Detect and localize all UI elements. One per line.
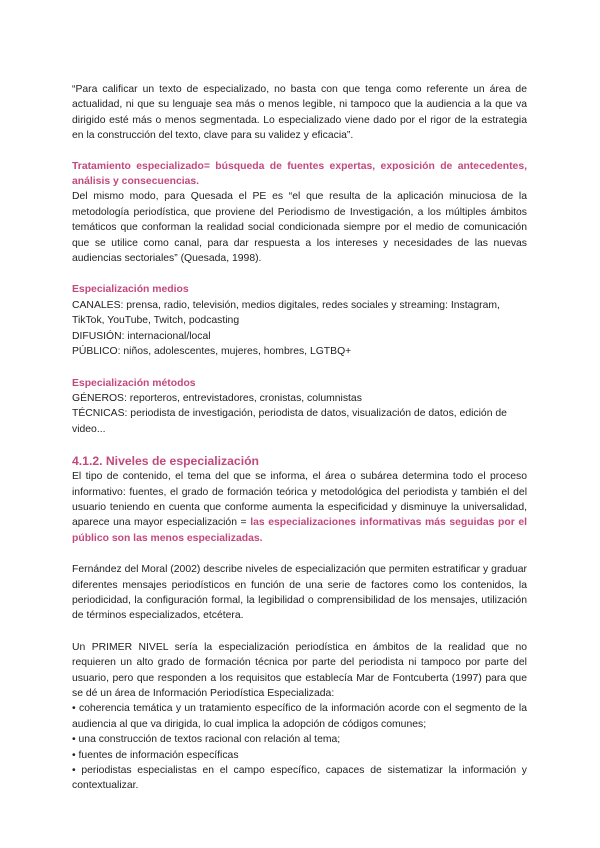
medios-canales: CANALES: prensa, radio, televisión, medios digitales, redes sociales y streaming: Instagram, TikTok, YouTube, Twitch, podcasting [72, 299, 500, 327]
primer-nivel-list [72, 701, 527, 793]
list-item: • una construcción de textos racional con relación al tema; [72, 734, 341, 746]
primer-nivel-intro: Un PRIMER NIVEL sería la especialización periodística en ámbitos de la realidad que no requieren un alto grado de formación técnica por parte del periodista ni tampoco por parte del usuario, pero que responden a los requisitos que establecía Mar de Fontcuberta (1997) para que se dé un área de Información Periodística Especializada: [72, 641, 527, 699]
metodos-generos: GÉNEROS: reporteros, entrevistadores, cronistas, columnistas [72, 392, 362, 404]
metodos-tecnicas: TÉCNICAS: periodista de investigación, periodista de datos, visualización de datos, edición de video... [72, 408, 507, 435]
quote-paragraph: “Para calificar un texto de especializado, no basta con que tenga como referente un área de actualidad, ni que su lenguaje sea más o menos legible, ni tampoco que la audiencia a la que va dirigido esté más o menos segmentada. Lo especializado viene dado por el rigor de la estrategia en la construcción del texto, clave para su validez y eficacia”. [72, 84, 527, 142]
niveles-intro [72, 469, 527, 546]
section-heading-niveles: 4.1.2. Niveles de especialización [72, 454, 259, 469]
tratamiento-body: Del mismo modo, para Quesada el PE es “el que resulta de la aplicación minuciosa de la metodología periodística, que proviene del Periodismo de Investigación, a los múltiples ámbitos temáticos que conforman la realidad social condicionada siempre por el medio de comunicación que se utilice como canal, para dar respuesta a los intereses y necesidades de las nuevas audiencias sectoriales” (Quesada, 1998). [72, 191, 527, 265]
document-page [72, 82, 527, 794]
fernandez-paragraph: Fernández del Moral (2002) describe niveles de especialización que permiten estratificar y graduar diferentes mensajes periodísticos en función de una serie de factores como los contenidos, la periodicidad, la configuración formal, la legibilidad o comprensibilidad de los mensajes, utilización de términos especializados, etcétera. [72, 564, 527, 622]
list-item: • periodistas especialistas en el campo específico, capaces de sistematizar la información y contextualizar. [72, 765, 527, 792]
list-item: • coherencia temática y un tratamiento específico de la información acorde con el segmento de la audiencia al que va dirigida, lo cual implica la adopción de códigos comunes; [72, 703, 527, 730]
medios-publico: PÚBLICO: niños, adolescentes, mujeres, hombres, LGTBQ+ [72, 346, 352, 358]
tratamiento-heading: Tratamiento especializado= búsqueda de fuentes expertas, exposición de antecedentes, análisis y consecuencias. [72, 160, 527, 188]
metodos-heading: Especialización métodos [72, 377, 196, 389]
niveles-intro-text: El tipo de contenido, el tema del que se informa, el área o subárea determina todo el proceso informativo: fuentes, el grado de formación teórica y metodológica del periodista y también el del usuario teniendo en cuenta que conforme aumenta la especificidad y disminuye la universalidad, aparece una mayor especialización = [72, 471, 527, 529]
list-item: • fuentes de información específicas [72, 749, 239, 761]
medios-difusion: DIFUSIÓN: internacional/local [72, 330, 211, 342]
niveles-intro-highlight: las especializaciones informativas más seguidas por el público son las menos especializadas. [72, 517, 527, 544]
medios-heading: Especialización medios [72, 284, 189, 296]
